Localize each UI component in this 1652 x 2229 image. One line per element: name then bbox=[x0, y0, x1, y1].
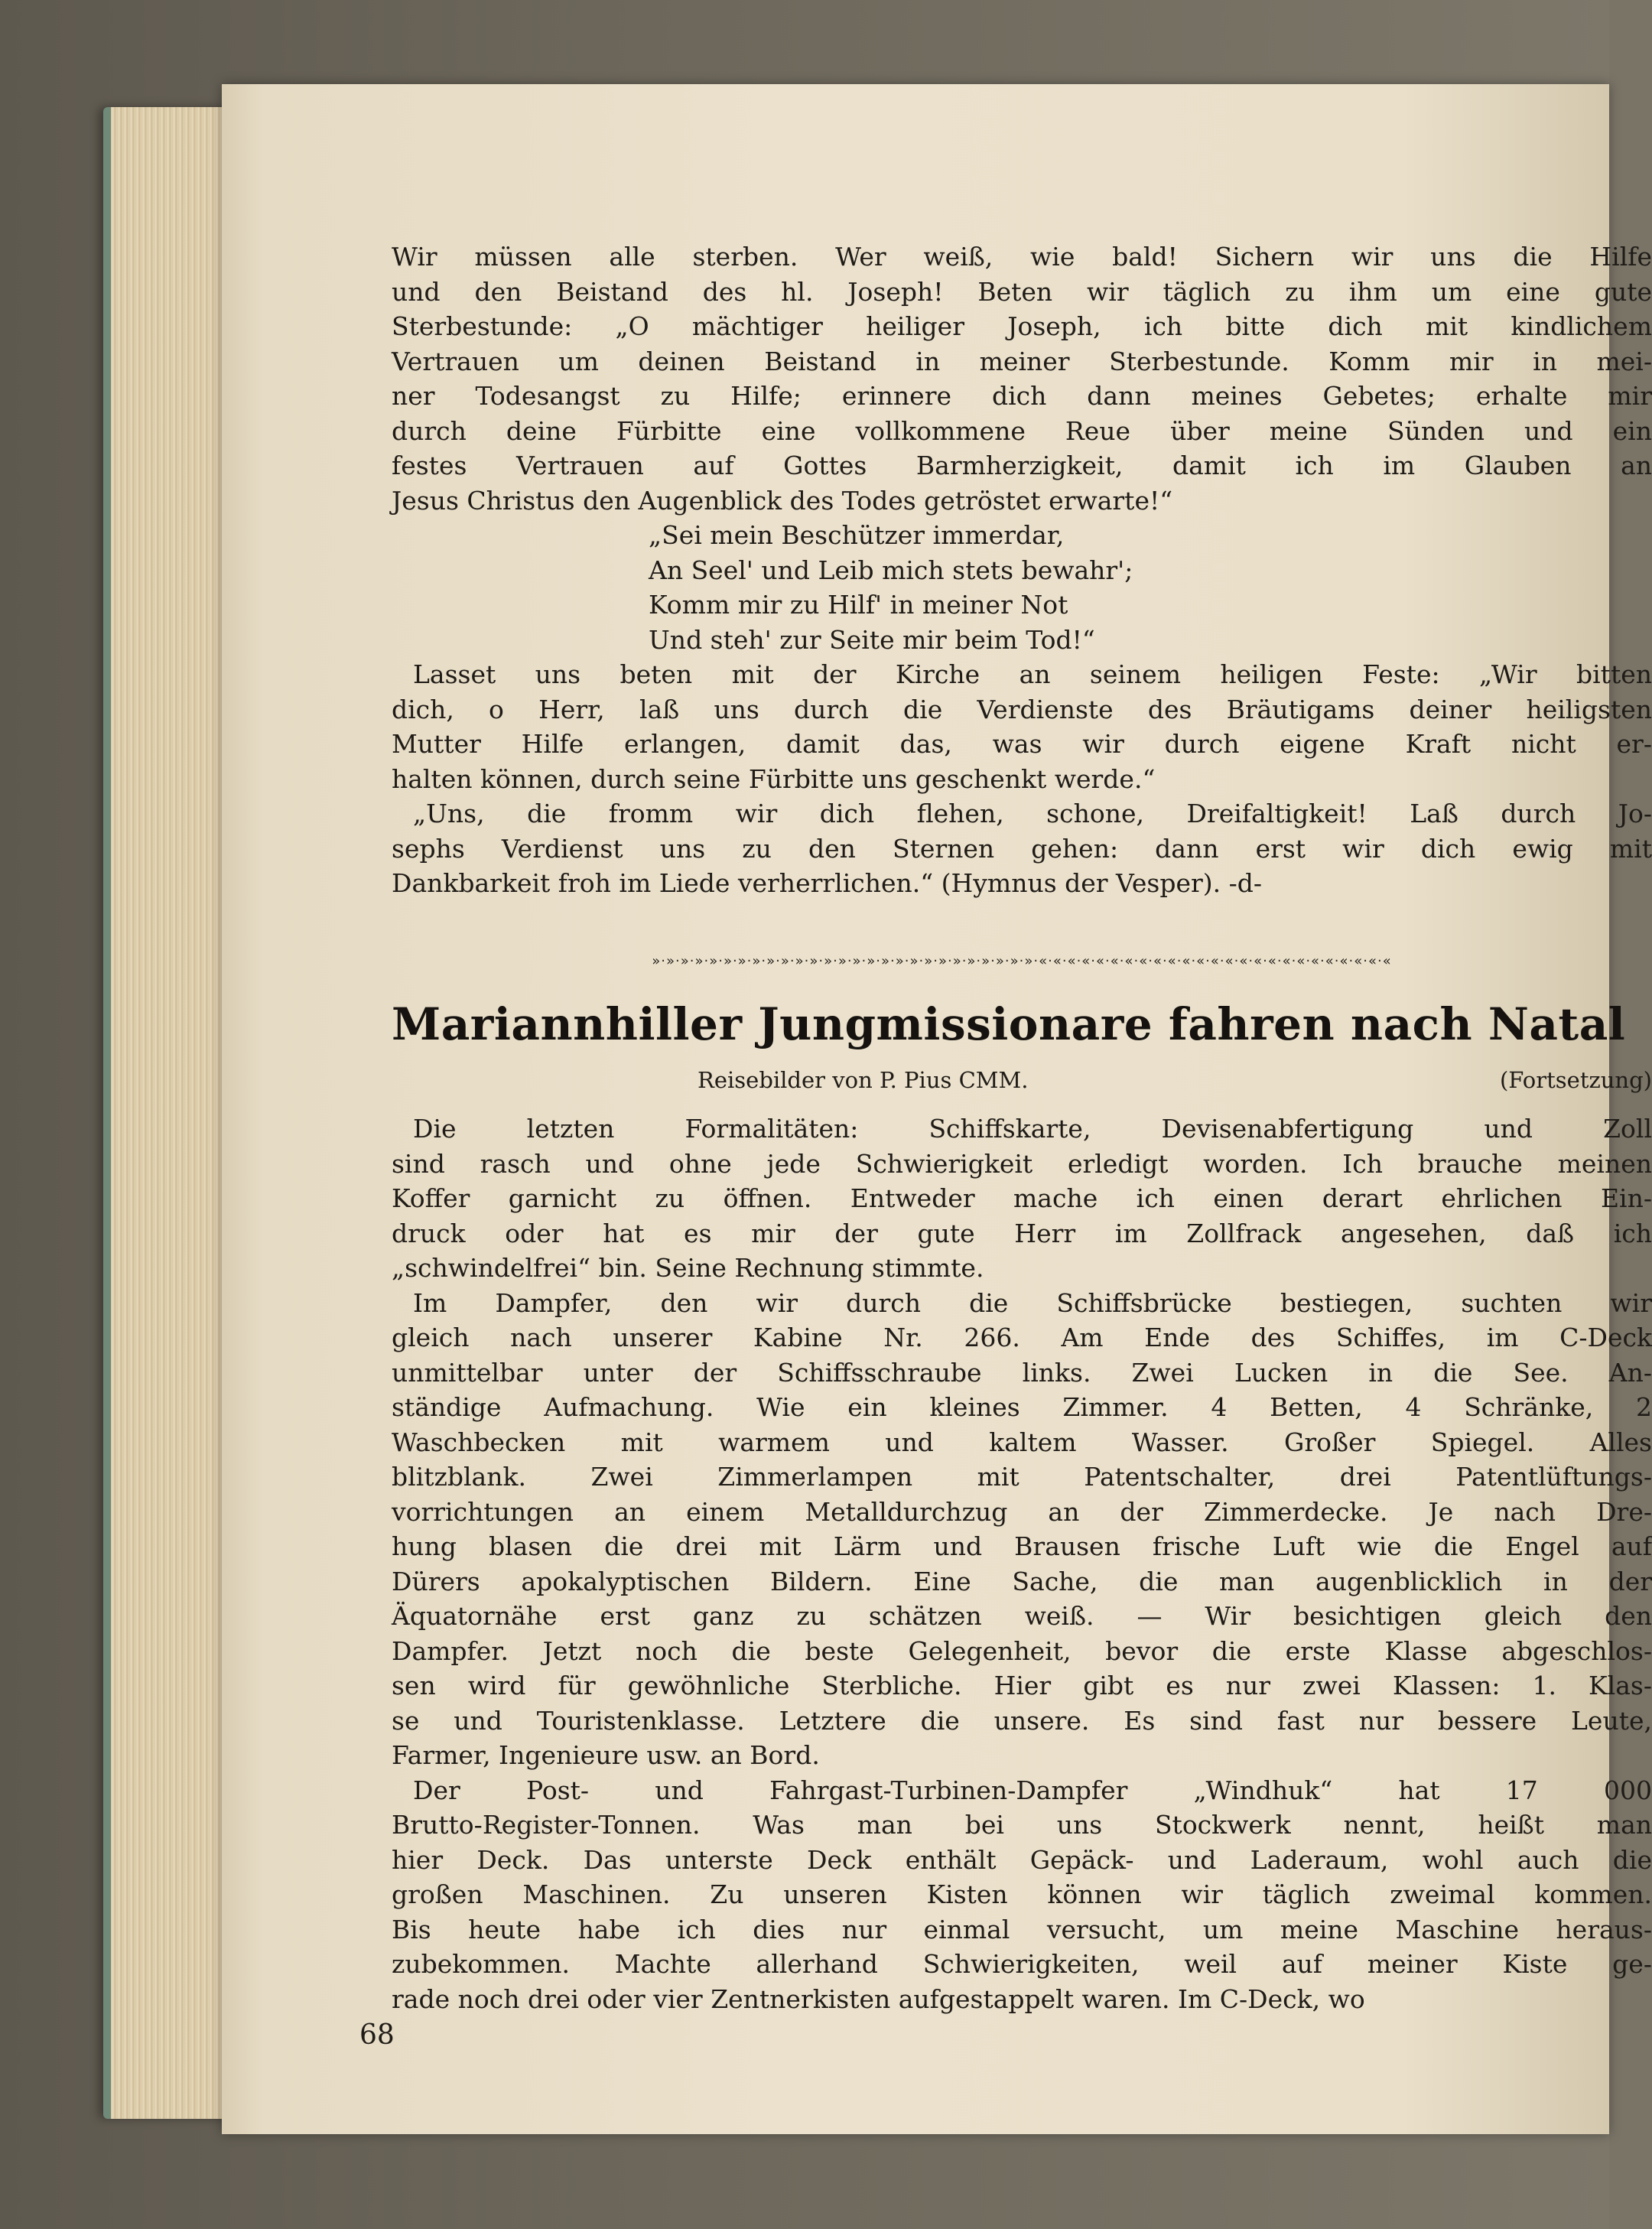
article-text-line: großen Maschinen. Zu unseren Kisten können wir täglich zweimal kommen. bbox=[392, 1879, 1652, 1909]
text-line: „Uns, die fromm wir dich flehen, schone, Dreifaltigkeit! Laß durch Jo- bbox=[413, 799, 1652, 828]
ornamental-divider: »·»·»·»·»·»·»·»·»·»·»·»·»·»·»·»·»·»·»·»·»·»·»·»·»·»·»·«·«·«·«·«·«·«·«·«·«·«·«·«·«·«·«·«·«·«·«·«·«·«·«·« bbox=[652, 953, 1392, 969]
book-page bbox=[222, 84, 1652, 2134]
article-text-line: unmittelbar unter der Schiffsschraube links. Zwei Lucken in die See. An- bbox=[392, 1357, 1652, 1388]
text-line: Vertrauen um deinen Beistand in meiner Sterbestunde. Komm mir in mei- bbox=[392, 346, 1652, 376]
text-line: festes Vertrauen auf Gottes Barmherzigkeit, damit ich im Glauben an bbox=[392, 451, 1652, 480]
paragraph-prayer-church bbox=[392, 657, 1652, 796]
verse-line: Und steh' zur Seite mir beim Tod!“ bbox=[649, 624, 1095, 655]
article-text-line: Koffer garnicht zu öffnen. Entweder mache ich einen derart ehrlichen Ein- bbox=[392, 1183, 1652, 1213]
article-text-line: hung blasen die drei mit Lärm und Brausen frische Luft wie die Engel auf bbox=[392, 1531, 1652, 1561]
text-line: Mutter Hilfe erlangen, damit das, was wir durch eigene Kraft nicht er- bbox=[392, 729, 1652, 759]
article-text-line: sen wird für gewöhnliche Sterbliche. Hier gibt es nur zwei Klassen: 1. Klas- bbox=[392, 1671, 1652, 1700]
article-text-line: Äquatornähe erst ganz zu schätzen weiß. — Wir besichtigen gleich den bbox=[392, 1601, 1652, 1631]
text-line: Jesus Christus den Augenblick des Todes getröstet erwarte!“ bbox=[392, 485, 1173, 516]
article-text-line: hier Deck. Das unterste Deck enthält Gepäck- und Laderaum, wohl auch die bbox=[392, 1844, 1652, 1875]
article-text-line: Die letzten Formalitäten: Schiffskarte, Devisenabfertigung und Zoll bbox=[413, 1114, 1652, 1144]
article-text-line: sind rasch und ohne jede Schwierigkeit erledigt worden. Ich brauche meinen bbox=[392, 1148, 1652, 1179]
article-text-line: Bis heute habe ich dies nur einmal versucht, um meine Maschine heraus- bbox=[392, 1914, 1652, 1944]
article-text-line: zubekommen. Machte allerhand Schwierigkeiten, weil auf meiner Kiste ge- bbox=[392, 1949, 1652, 1979]
article-title: Mariannhiller Jungmissionare fahren nach Natal bbox=[392, 998, 1626, 1050]
article-text-line: Dampfer. Jetzt noch die beste Gelegenheit, bevor die erste Klasse abgeschlos- bbox=[392, 1635, 1652, 1666]
verse-line: An Seel' und Leib mich stets bewahr'; bbox=[649, 555, 1133, 585]
text-line: durch deine Fürbitte eine vollkommene Reue über meine Sünden und ein bbox=[392, 415, 1652, 446]
paragraph-hymn bbox=[392, 796, 1652, 901]
article-text-line: Dürers apokalyptischen Bildern. Eine Sache, die man augenblicklich in der bbox=[392, 1566, 1652, 1596]
article-text-line: Im Dampfer, den wir durch die Schiffsbrücke bestiegen, suchten wir bbox=[413, 1287, 1652, 1318]
verse-line: „Sei mein Beschützer immerdar, bbox=[649, 520, 1065, 550]
article-text-line: vorrichtungen an einem Metalldurchzug an der Zimmerdecke. Je nach Dre- bbox=[392, 1496, 1652, 1527]
text-line: und den Beistand des hl. Joseph! Beten wir täglich zu ihm um eine gute bbox=[392, 276, 1652, 307]
paragraph-prayer-intro bbox=[392, 239, 1652, 518]
page-number: 68 bbox=[359, 2019, 395, 2051]
article-text-line: ständige Aufmachung. Wie ein kleines Zimmer. 4 Betten, 4 Schränke, 2 bbox=[392, 1392, 1652, 1422]
text-line: sephs Verdienst uns zu den Sternen gehen: dann erst wir dich ewig mit bbox=[392, 833, 1652, 864]
verse-line: Komm mir zu Hilf' in meiner Not bbox=[649, 590, 1068, 620]
article-text-line: se und Touristenklasse. Letztere die unsere. Es sind fast nur bessere Leute, bbox=[392, 1705, 1652, 1736]
text-line: Sterbestunde: „O mächtiger heiliger Joseph, ich bitte dich mit kindlichem bbox=[392, 311, 1652, 341]
article-text-line: gleich nach unserer Kabine Nr. 266. Am Ende des Schiffes, im C-Deck bbox=[392, 1323, 1652, 1352]
text-line: Lasset uns beten mit der Kirche an seinem heiligen Feste: „Wir bitten bbox=[413, 659, 1652, 689]
article-continuation: (Fortsetzung) bbox=[1499, 1067, 1652, 1093]
text-line: Dankbarkeit froh im Liede verherrlichen.“ (Hymnus der Vesper). -d- bbox=[392, 868, 1263, 898]
article-text-line: druck oder hat es mir der gute Herr im Zollfrack angesehen, daß ich bbox=[392, 1218, 1652, 1248]
text-line: dich, o Herr, laß uns durch die Verdienste des Bräutigams deiner heiligsten bbox=[392, 694, 1652, 724]
text-line: Wir müssen alle sterben. Wer weiß, wie bald! Sichern wir uns die Hilfe bbox=[392, 242, 1652, 272]
article-subtitle-line bbox=[392, 1067, 1652, 1098]
verse-block bbox=[649, 518, 1133, 657]
article-body bbox=[392, 1111, 1652, 2016]
article-byline: Reisebilder von P. Pius CMM. bbox=[698, 1067, 1029, 1093]
article-text-line: rade noch drei oder vier Zentnerkisten aufgestappelt waren. Im C-Deck, wo bbox=[392, 1983, 1365, 2014]
article-text-line: Brutto-Register-Tonnen. Was man bei uns Stockwerk nennt, heißt man bbox=[392, 1810, 1652, 1840]
article-text-line: „schwindelfrei“ bin. Seine Rechnung stimmte. bbox=[392, 1253, 984, 1283]
article-text-line: Der Post- und Fahrgast-Turbinen-Dampfer „Windhuk“ hat 17 000 bbox=[413, 1775, 1652, 1805]
text-line: halten können, durch seine Fürbitte uns geschenkt werde.“ bbox=[392, 763, 1156, 794]
article-text-line: Farmer, Ingenieure usw. an Bord. bbox=[392, 1740, 820, 1770]
article-text-line: blitzblank. Zwei Zimmerlampen mit Patentschalter, drei Patentlüftungs- bbox=[392, 1462, 1652, 1492]
text-line: ner Todesangst zu Hilfe; erinnere dich dann meines Gebetes; erhalte mir bbox=[392, 381, 1652, 411]
article-text-line: Waschbecken mit warmem und kaltem Wasser. Großer Spiegel. Alles bbox=[392, 1427, 1652, 1457]
